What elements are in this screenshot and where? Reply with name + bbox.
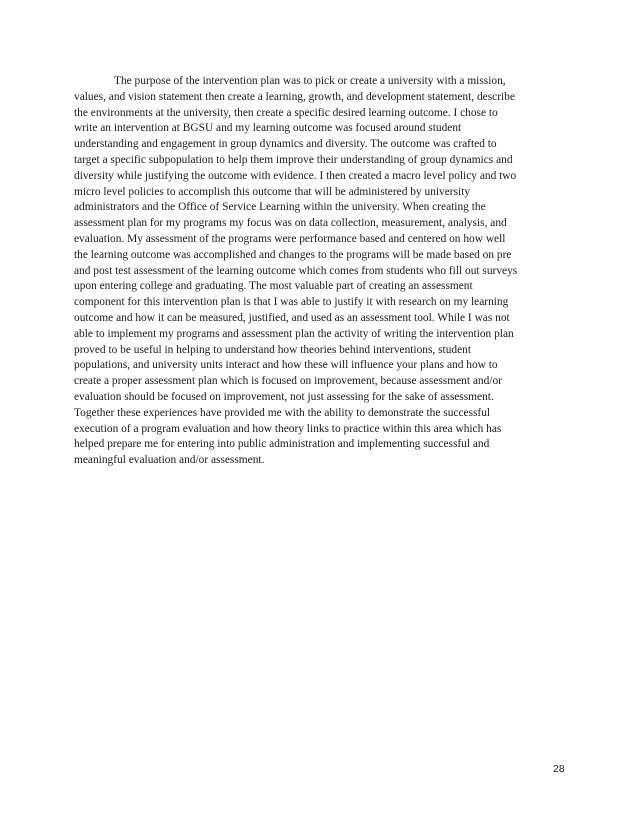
page-number: 28 — [553, 763, 565, 775]
paragraph-line: target a specific subpopulation to help them improve their understanding of group dynamics and — [74, 153, 513, 166]
paragraph-line: proved to be useful in helping to understand how theories behind interventions, student — [74, 343, 472, 356]
paragraph-line: micro level policies to accomplish this outcome that will be administered by university — [74, 185, 471, 198]
paragraph-line: outcome and how it can be measured, justified, and used as an assessment tool. While I was not — [74, 311, 510, 324]
paragraph-line: component for this intervention plan is that I was able to justify it with research on my learning — [74, 296, 509, 309]
paragraph-line: meaningful evaluation and/or assessment. — [74, 454, 265, 467]
paragraph-line: evaluation. My assessment of the programs were performance based and centered on how well — [74, 232, 506, 245]
paragraph-line: administrators and the Office of Service Learning within the university. When creating the — [74, 201, 486, 214]
paragraph-line: able to implement my programs and assessment plan the activity of writing the intervention plan — [74, 327, 514, 340]
paragraph-line: values, and vision statement then create a learning, growth, and development statement, describe — [74, 90, 515, 103]
paragraph-line: Together these experiences have provided me with the ability to demonstrate the successful — [74, 406, 491, 419]
paragraph-line: execution of a program evaluation and how theory links to practice within this area which has — [74, 422, 502, 435]
paragraph-line: populations, and university units interact and how these will influence your plans and how to — [74, 359, 498, 372]
paragraph-line: diversity while justifying the outcome with evidence. I then created a macro level policy and two — [74, 169, 517, 182]
body-paragraph — [74, 74, 564, 469]
paragraph-line: upon entering college and graduating. The most valuable part of creating an assessment — [74, 280, 473, 293]
paragraph-line: write an intervention at BGSU and my learning outcome was focused around student — [74, 122, 462, 135]
paragraph-line: understanding and engagement in group dynamics and diversity. The outcome was crafted to — [74, 138, 497, 151]
paragraph-line: and post test assessment of the learning outcome which comes from students who fill out surveys — [74, 264, 518, 277]
paragraph-line: assessment plan for my programs my focus was on data collection, measurement, analysis, and — [74, 217, 507, 230]
paragraph-line: helped prepare me for entering into public administration and implementing successful and — [74, 438, 490, 451]
paragraph-line: The purpose of the intervention plan was to pick or create a university with a mission, — [114, 75, 506, 87]
paragraph-line: create a proper assessment plan which is focused on improvement, because assessment and/or — [74, 375, 502, 388]
paragraph-line: evaluation should be focused on improvement, not just assessing for the sake of assessment. — [74, 390, 494, 403]
paragraph-line: the environments at the university, then create a specific desired learning outcome. I chose to — [74, 106, 498, 119]
paragraph-line: the learning outcome was accomplished and changes to the programs will be made based on pre — [74, 248, 512, 261]
